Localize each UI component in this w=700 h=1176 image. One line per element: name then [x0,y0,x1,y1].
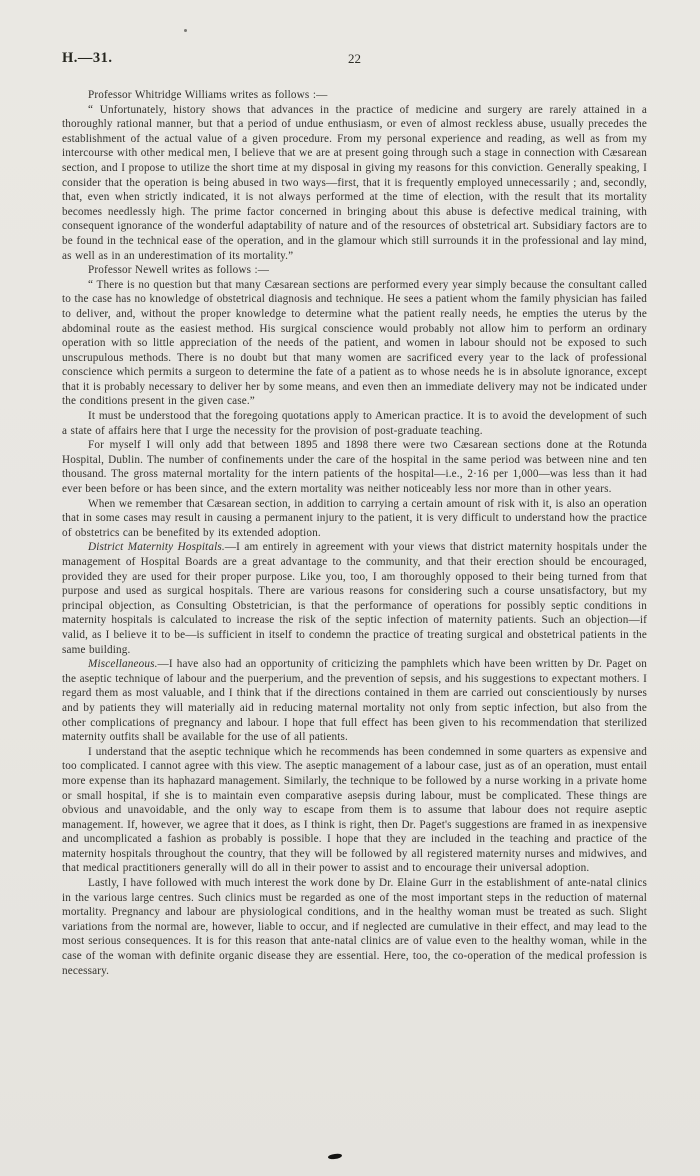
paragraph [62,409,647,438]
paragraph-text: “ Unfortunately, history shows that advances in the practice of medicine and surgery are rarely attained in a thoroughly rational manner, but that a period of undue enthusiasm, or even of almost reckless abuse, usually precedes the establishment of the actual value of a given procedure. From my personal experience and reading, as well as from my intercourse with other medical men, I believe that we are at present going through such a stage in connection with Cæsarean section, and I propose to utilize the short time at my disposal in giving my reasons for this conviction. Generally speaking, I consider that the operation is being abused in two ways—first, that it is frequently employed unnecessarily ; and, secondly, that, even when strictly indicated, it is not always performed at the time of election, with the result that its mortality becomes needlessly high. The prime factor concerned in bringing about this abuse is defective medical training, with consequent ignorance of the wonderful adaptability of nature and of the resources of obstetrical art. Subsidiary factors are to be found in the technical ease of the operation, and in the glamour which still surrounds it in the professional and lay mind, as well as in an underestimation of its mortality.” [62,103,647,262]
paragraph [62,103,647,264]
paragraph [62,540,647,657]
paragraph-text: When we remember that Cæsarean section, in addition to carrying a certain amount of risk with it, is also an operation that in some cases may result in causing a permanent injury to the patient, it is very difficult to understand how the practice of obstetrics can be benefited by its extended adoption. [62,497,647,539]
paragraph-text: “ There is no question but that many Cæsarean sections are performed every year simply because the consultant called to the case has no knowledge of obstetrical diagnosis and technique. He sees a patient whom the family physician has failed to deliver, and, without the proper knowledge to determine what the patient really needs, he empties the uterus by the abdominal route as the easiest method. His surgical conscience would probably not allow him to perform an ordinary operation with so little appreciation of the needs of the patient, and women in labour should not be exposed to such unscrupulous methods. There is no doubt but that many women are sacrificed every year to the lack of professional conscience which permits a surgeon to determine the fate of a patient as to whose needs he is in absolute ignorance, except that it is probably necessary to deliver her by some means, and even then an immediate delivery may not be indicated under the conditions present in the given case.” [62,278,647,408]
paragraph [62,876,647,978]
paragraph [62,438,647,496]
paragraph [62,657,647,745]
paragraph [62,497,647,541]
paragraph [62,88,647,103]
page-header [62,50,647,70]
paragraph-text: It must be understood that the foregoing quotations apply to American practice. It is to avoid the development of such a state of affairs here that I urge the necessity for the provision of post-graduate teaching. [62,410,647,437]
document-body [62,88,647,978]
paragraph-text: Lastly, I have followed with much interest the work done by Dr. Elaine Gurr in the establishment of ante-natal clinics in the various large centres. Such clinics must be regarded as one of the most important steps in the reduction of maternal mortality. Pregnancy and labour are physiological conditions, and in the healthy woman must be treated as such. Slight variations from the normal are, however, liable to occur, and if neglected are cumulative in their effect, and may lead to the most serious consequences. It is for this reason that ante-natal clinics are of value even to the healthy woman, while in the case of the woman with definite organic disease they are essential. Here, too, the co-operation of the medical profession is necessary. [62,877,647,977]
scan-artifact-mark [328,1153,342,1159]
paragraph-text: —I have also had an opportunity of criticizing the pamphlets which have been written by Dr. Paget on the aseptic technique of labour and the puerperium, and the prevention of sepsis, and his suggestions to expectant mothers. I regard them as most valuable, and I think that if the directions contained in them are carried out conscientiously by nurses and by patients they will materially aid in reducing maternal mortality not only from septic infection, but also from the other complications of pregnancy and labour. I hope that full effect has been given to his recommendation that sterilized maternity outfits shall be available for the use of all patients. [62,658,647,744]
paragraph-text: For myself I will only add that between 1895 and 1898 there were two Cæsarean sections done at the Rotunda Hospital, Dublin. The number of confinements under the care of the hospital in the same period was between nine and ten thousand. The gross maternal mortality for the intern patients of the hospital—i.e., 2·16 per 1,000—was less than it had ever been before or has been since, and the extern mortality was neither noticeably less nor more than in other years. [62,439,647,496]
paragraph-text: Professor Newell writes as follows :— [88,264,270,277]
page-number: 22 [348,51,361,66]
paragraph-text: Professor Whitridge Williams writes as follows :— [88,89,328,101]
paragraph-lead: Miscellaneous. [88,658,158,671]
report-number: H.—31. [62,50,113,66]
paragraph [62,263,647,278]
paragraph-text: I understand that the aseptic technique which he recommends has been condemned in some quarters as expensive and too complicated. I cannot agree with this view. The aseptic management of a labour case, just as of an operation, must entail more expense than its haphazard management. Similarly, the technique to be followed by a nurse working in a private home or small hospital, if she is to maintain even comparative asepsis during labour, must be complicated. These things are obvious and unavoidable, and the only way to escape from them is to assume that labour does not require aseptic management. If, however, we agree that it does, as I think is right, then Dr. Paget's suggestions are framed in as inexpensive and uncomplicated a fashion as probably is possible. I hope that they are included in the teaching and practice of the maternity hospitals throughout the country, that they will be followed by all registered maternity nurses and midwives, and that medical practitioners generally will do all in their power to assist and to encourage their universal adoption. [62,745,647,875]
paragraph-lead: District Maternity Hospitals. [88,541,225,554]
paragraph-text: —I am entirely in agreement with your views that district maternity hospitals under the management of Hospital Boards are a great advantage to the community, and that their erection should be encouraged, provided they are used for their proper purpose. Like you, too, I am thoroughly opposed to their being turned from that purpose and used as surgical hospitals. There are various reasons for considering such a course unsatisfactory, but my principal objection, as Consulting Obstetrician, is that the performance of operations for possibly septic conditions in maternity hospitals is calculated to increase the risk of the septic infection of maternity patients. Such an objection—if valid, as I believe it to be—is sufficient in itself to condemn the practice of treating surgical and obstetrical patients in the same building. [62,541,647,656]
scan-artifact-dot [184,29,187,32]
paragraph [62,745,647,876]
paragraph [62,278,647,409]
